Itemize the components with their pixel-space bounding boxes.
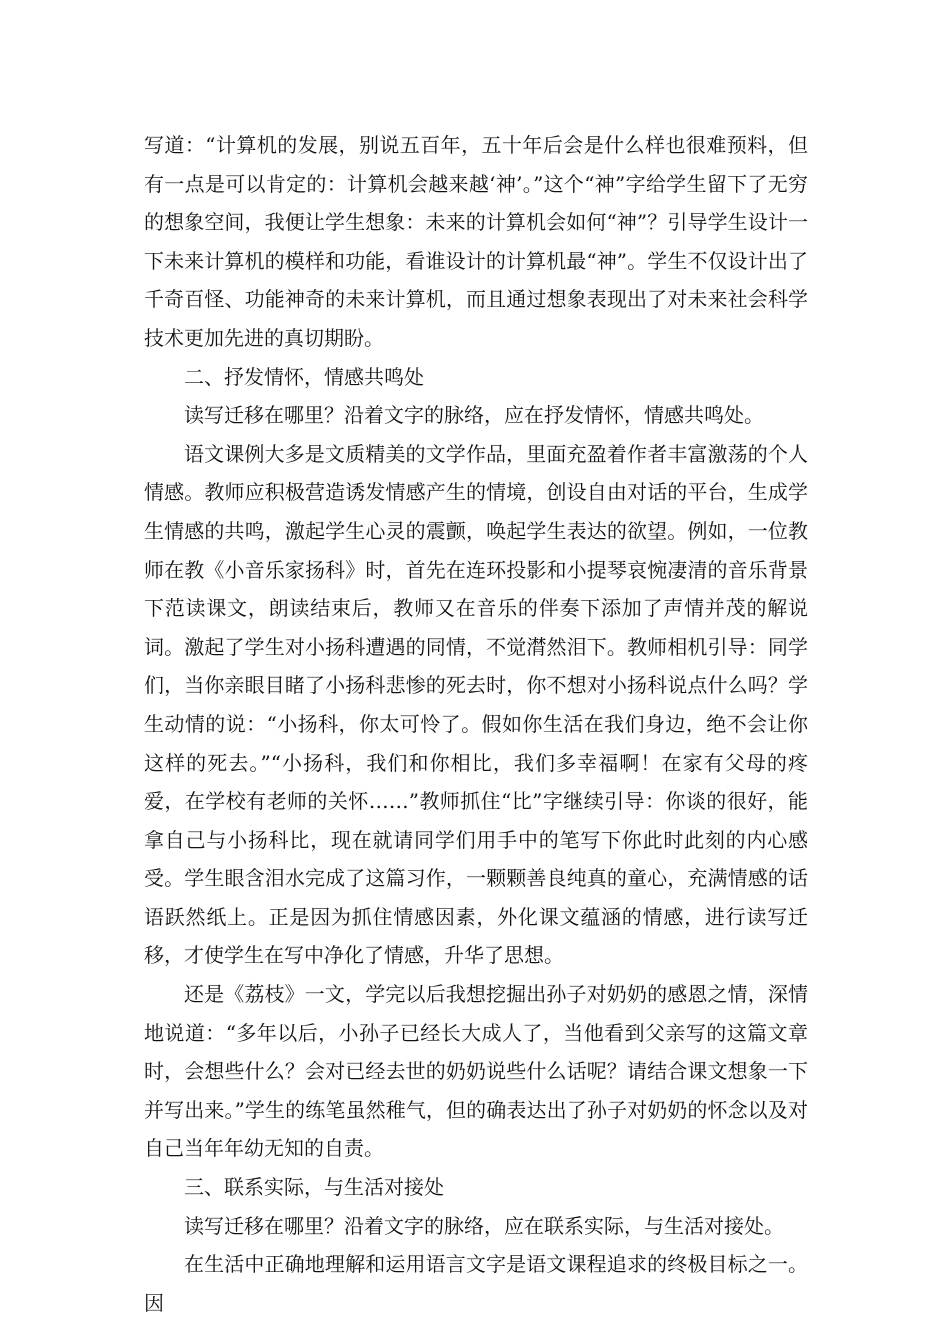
paragraph-intro-3: 读写迁移在哪里？沿着文字的脉络，应在联系实际，与生活对接处。: [184, 1213, 784, 1238]
paragraph-example-lizhi: 还是《荔枝》一文，学完以后我想挖掘出孙子对奶奶的感恩之情，深情地说道：“多年以后，小孙子已经长大成人了，当他看到父亲写的这篇文章时，会想些什么？会对已经去世的奶奶说些什么话呢？请结合课文想象一下并写出来。”学生的练笔虽然稚气，但的确表达出了孙子对奶奶的怀念以及对自己当年年幼无知的自责。: [144, 982, 808, 1161]
section-heading-3: 三、联系实际，与生活对接处: [184, 1175, 444, 1200]
paragraph-continued: 写道：“计算机的发展，别说五百年，五十年后会是什么样也很难预料，但有一点是可以肯定的：计算机会越来越‘神’。”这个“神”字给学生留下了无穷的想象空间，我便让学生想象：未来的计算机会如何“神”？引导学生设计一下未来计算机的模样和功能，看谁设计的计算机最“神”。学生不仅设计出了千奇百怪、功能神奇的未来计算机，而且通过想象表现出了对未来社会科学技术更加先进的真切期盼。: [144, 133, 808, 350]
paragraph-intro-2: 读写迁移在哪里？沿着文字的脉络，应在抒发情怀，情感共鸣处。: [184, 403, 764, 428]
document-body: [144, 126, 808, 1322]
paragraph-life-goal: 在生活中正确地理解和运用语言文字是语文课程追求的终极目标之一。因: [144, 1252, 808, 1315]
section-heading-2: 二、抒发情怀，情感共鸣处: [184, 364, 424, 389]
paragraph-example-yangke: 语文课例大多是文质精美的文学作品，里面充盈着作者丰富激荡的个人情感。教师应积极营造诱发情感产生的情境，创设自由对话的平台，生成学生情感的共鸣，激起学生心灵的震颤，唤起学生表达的欲望。例如，一位教师在教《小音乐家扬科》时，首先在连环投影和小提琴哀惋凄清的音乐背景下范读课文，朗读结束后，教师又在音乐的伴奏下添加了声情并茂的解说词。激起了学生对小扬科遭遇的同情，不觉潸然泪下。教师相机引导：同学们，当你亲眼目睹了小扬科悲惨的死去时，你不想对小扬科说点什么吗？学生动情的说：“小扬科，你太可怜了。假如你生活在我们身边，绝不会让你这样的死去。”“小扬科，我们和你相比，我们多幸福啊！在家有父母的疼爱，在学校有老师的关怀……”教师抓住“比”字继续引导：你谈的很好，能拿自己与小扬科比，现在就请同学们用手中的笔写下你此时此刻的内心感受。学生眼含泪水完成了这篇习作，一颗颗善良纯真的童心，充满情感的话语跃然纸上。正是因为抓住情感因素，外化课文蕴涵的情感，进行读写迁移，才使学生在写中净化了情感，升华了思想。: [144, 441, 808, 968]
